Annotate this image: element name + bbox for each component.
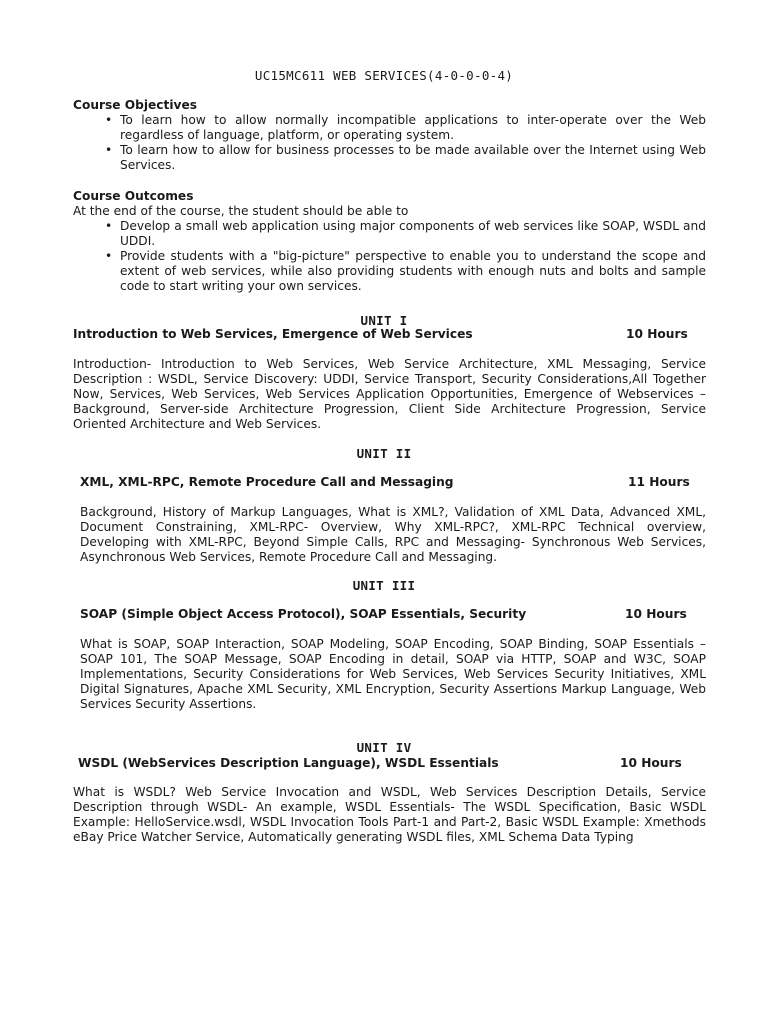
- unit-3-hours: 10 Hours: [625, 607, 687, 621]
- unit-2-hours: 11 Hours: [628, 475, 690, 489]
- unit-4-content: What is WSDL? Web Service Invocation and WSDL, Web Services Description Details, Service Description through WSDL- An example, WSDL Essentials- The WSDL Specification, Basic WSDL Example: HelloService.wsdl, WSDL Invocation Tools Part-1 and Part-2, Basic WSDL Example: Xmethods eBay Price Watcher Service, Automatically generating WSDL files, XML Schema Data Typing: [73, 785, 706, 844]
- objective-item: • To learn how to allow normally incompatible applications to inter-operate over the Web regardless of language, platform, or operating system.: [73, 113, 706, 143]
- unit-1-hours: 10 Hours: [626, 327, 688, 341]
- objectives-list: [73, 113, 706, 173]
- unit-4-hours: 10 Hours: [620, 756, 682, 770]
- outcome-item: • Develop a small web application using major components of web services like SOAP, WSDL and UDDI.: [73, 219, 706, 249]
- unit-2-label: UNIT II: [356, 446, 412, 461]
- unit-2-heading: XML, XML-RPC, Remote Procedure Call and Messaging: [80, 475, 454, 489]
- unit-1-content: Introduction- Introduction to Web Services, Web Service Architecture, XML Messaging, Service Description : WSDL, Service Discovery: UDDI, Service Transport, Security Considerations,All Together Now, Services, Web Services, Web Services Application Opportunities, Emergence of Webservices – Background, Server-side Architecture Progression, Client Side Architecture Progression, Service Oriented Architecture and Web Services.: [73, 357, 706, 431]
- course-objectives-section: [73, 98, 706, 173]
- unit-2-content: Background, History of Markup Languages, What is XML?, Validation of XML Data, Advanced XML, Document Constraining, XML-RPC- Overview, Why XML-RPC?, XML-RPC Technical overview, Developing with XML-RPC, Beyond Simple Calls, RPC and Messaging- Synchronous Web Services, Asynchronous Web Services, Remote Procedure Call and Messaging.: [80, 505, 706, 564]
- unit-1-label: UNIT I: [360, 313, 408, 328]
- objectives-heading: Course Objectives: [73, 98, 197, 112]
- unit-4-label: UNIT IV: [356, 740, 412, 755]
- outcome-item: • Provide students with a "big-picture" perspective to enable you to understand the scope and extent of web services, while also providing students with enough nuts and bolts and sample code to start writing your own services.: [73, 249, 706, 294]
- unit-3-label: UNIT III: [352, 578, 416, 593]
- objective-item: • To learn how to allow for business processes to be made available over the Internet using Web Services.: [73, 143, 706, 173]
- outcomes-heading: Course Outcomes: [73, 189, 194, 203]
- unit-4-heading: WSDL (WebServices Description Language), WSDL Essentials: [78, 756, 499, 770]
- course-title: UC15MC611 WEB SERVICES(4-0-0-0-4): [254, 68, 514, 83]
- outcomes-intro: At the end of the course, the student should be able to: [73, 204, 409, 218]
- unit-3-heading: SOAP (Simple Object Access Protocol), SOAP Essentials, Security: [80, 607, 527, 621]
- course-outcomes-section: [73, 189, 706, 294]
- outcomes-list: [73, 219, 706, 294]
- unit-3-content: What is SOAP, SOAP Interaction, SOAP Modeling, SOAP Encoding, SOAP Binding, SOAP Essentials – SOAP 101, The SOAP Message, SOAP Encoding in detail, SOAP via HTTP, SOAP and W3C, SOAP Implementations, Security Considerations for Web Services, Web Services Security Initiatives, XML Digital Signatures, Apache XML Security, XML Encryption, Security Assertions Markup Language, Web Services Security Assertions.: [80, 637, 706, 711]
- unit-1-heading: Introduction to Web Services, Emergence of Web Services: [73, 327, 473, 341]
